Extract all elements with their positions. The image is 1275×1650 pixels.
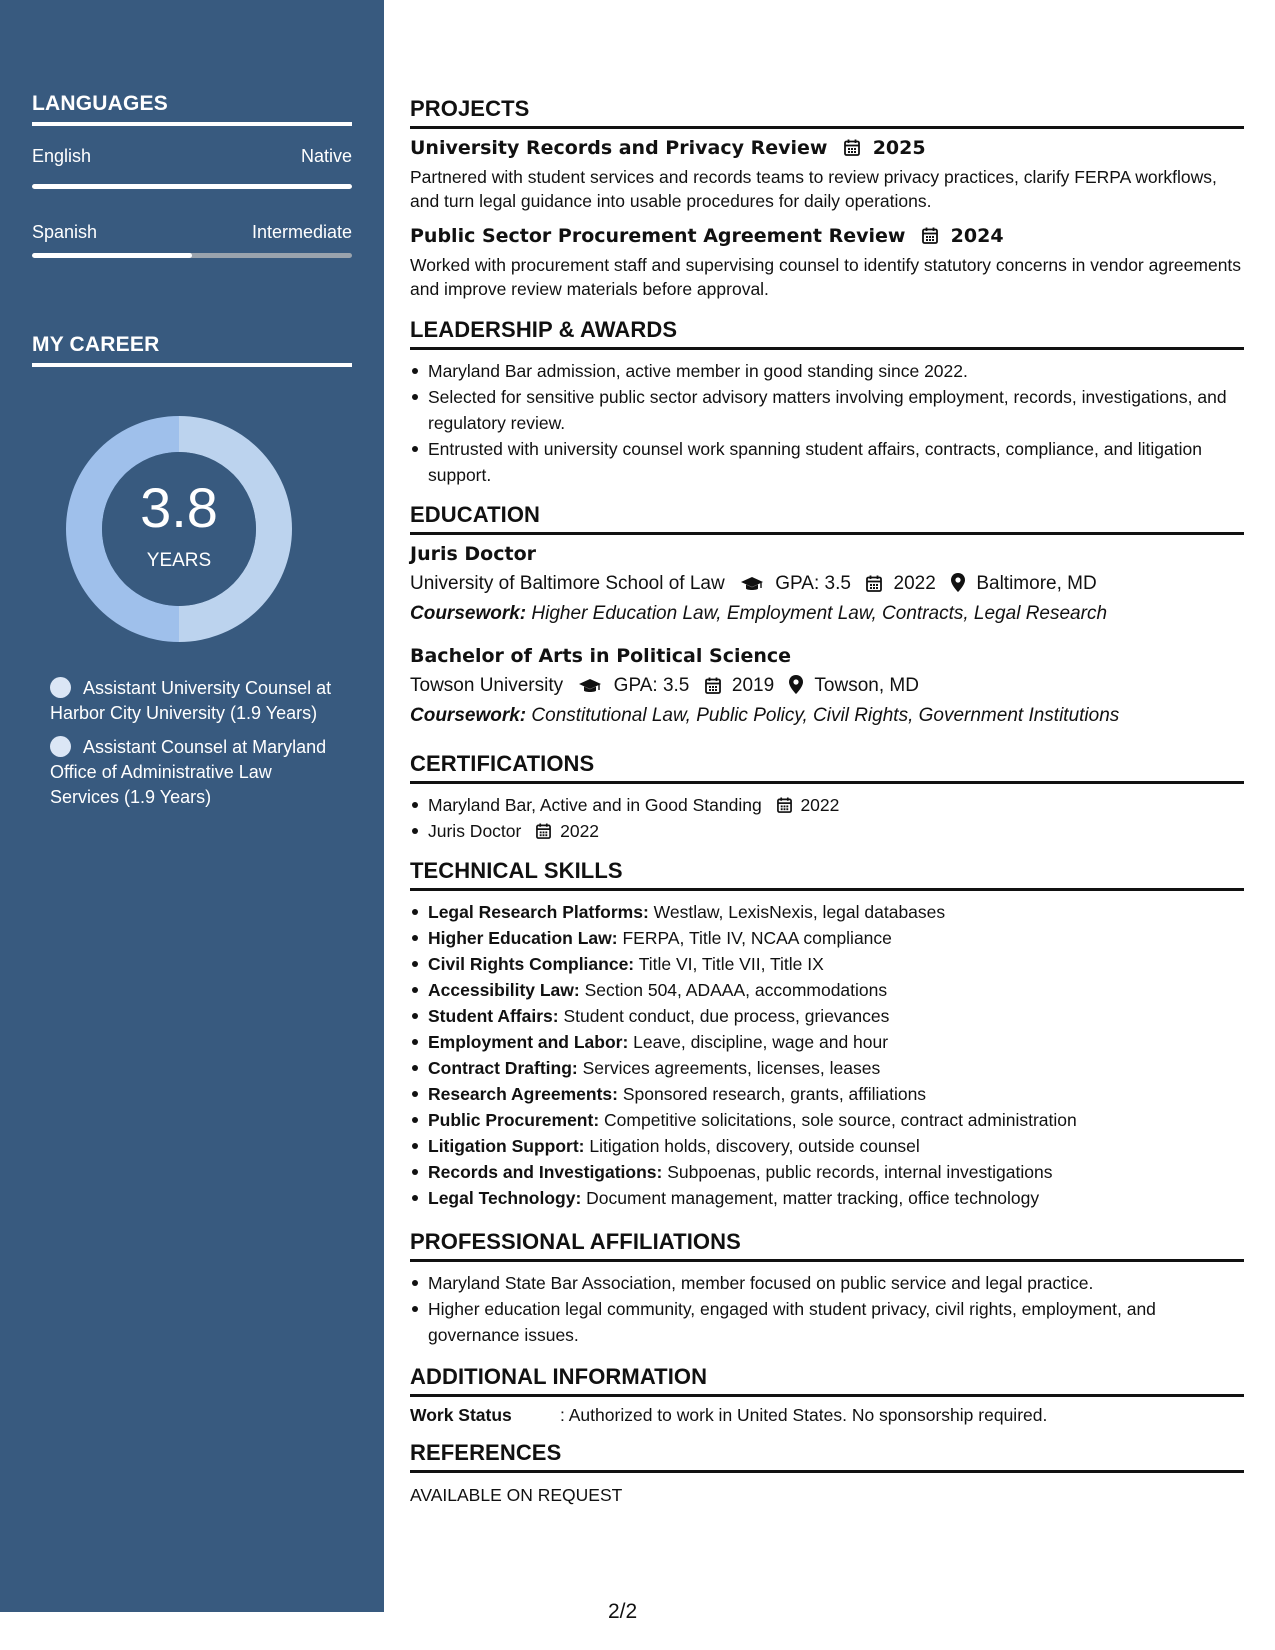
- graduation-cap-icon: [578, 678, 602, 694]
- map-pin-icon: [951, 573, 965, 592]
- skill-value: Section 504, ADAAA, accommodations: [584, 980, 888, 1000]
- affiliations-section: [410, 1229, 1244, 1348]
- project-year: 2024: [950, 225, 1004, 247]
- career-legend-label: Assistant University Counsel at Harbor City University (1.9 Years): [50, 678, 332, 723]
- skill-item: [410, 1081, 1244, 1107]
- project-title: [410, 225, 1244, 247]
- skill-label: Higher Education Law:: [428, 928, 618, 948]
- leadership-section: [410, 317, 1244, 488]
- project-description: Partnered with student services and records teams to review privacy practices, clarify FERPA workflows, and turn legal guidance into usable procedures for daily operations.: [410, 167, 1217, 211]
- legend-dot-icon: [50, 677, 71, 698]
- education-details: [410, 675, 1244, 697]
- graduation-cap-icon: [740, 576, 764, 592]
- section-title: PROFESSIONAL AFFILIATIONS: [410, 1229, 1244, 1262]
- skill-value: Title VI, Title VII, Title IX: [638, 954, 824, 974]
- calendar-icon: [705, 677, 721, 694]
- page-number: 2/2: [608, 1600, 638, 1623]
- skill-label: Student Affairs:: [428, 1006, 559, 1026]
- career-legend-item: [50, 676, 340, 726]
- calendar-icon: [922, 227, 938, 244]
- section-title: PROJECTS: [410, 96, 1244, 129]
- project-year: 2025: [872, 137, 926, 159]
- project-name: University Records and Privacy Review: [410, 137, 828, 159]
- education-item: [410, 645, 1244, 727]
- career-legend: [50, 676, 340, 819]
- work-status-label: Work Status: [410, 1405, 512, 1425]
- languages-heading: LANGUAGES: [32, 92, 352, 126]
- education-details: [410, 573, 1244, 595]
- education-year: 2019: [731, 675, 775, 696]
- skill-item: [410, 1133, 1244, 1159]
- language-row-english: [32, 146, 352, 167]
- work-status-value: : Authorized to work in United States. No sponsorship required.: [560, 1405, 1048, 1425]
- work-status-row: [410, 1405, 1244, 1426]
- coursework-value: Constitutional Law, Public Policy, Civil Rights, Government Institutions: [531, 705, 1120, 726]
- skill-value: Competitive solicitations, sole source, contract administration: [604, 1110, 1077, 1130]
- education-school: University of Baltimore School of Law: [410, 573, 725, 594]
- map-pin-icon: [789, 675, 803, 694]
- affiliations-list: [410, 1270, 1244, 1348]
- list-item: Maryland State Bar Association, member focused on public service and legal practice.: [410, 1270, 1244, 1296]
- additional-info-section: [410, 1364, 1244, 1426]
- list-item: Maryland Bar admission, active member in good standing since 2022.: [410, 358, 1244, 384]
- education-section: [410, 502, 1244, 727]
- education-coursework: [410, 705, 1244, 727]
- education-gpa: GPA: 3.5: [613, 675, 690, 696]
- certification-item: [410, 818, 1244, 844]
- language-bar-fill: [32, 184, 352, 189]
- section-title: ADDITIONAL INFORMATION: [410, 1364, 1244, 1397]
- calendar-icon: [866, 575, 882, 592]
- references-section: [410, 1440, 1244, 1506]
- education-year: 2022: [893, 573, 936, 594]
- calendar-icon: [777, 797, 792, 813]
- skill-item: [410, 1029, 1244, 1055]
- coursework-value: Higher Education Law, Employment Law, Contracts, Legal Research: [531, 603, 1108, 624]
- main-content: [410, 96, 1244, 1518]
- project-name: Public Sector Procurement Agreement Review: [410, 225, 906, 247]
- career-total-value: 3.8: [140, 476, 218, 539]
- language-name: English: [32, 146, 92, 166]
- language-level: Native: [300, 146, 352, 166]
- leadership-list: [410, 358, 1244, 488]
- sidebar: [0, 0, 384, 1612]
- certifications-list: [410, 792, 1244, 844]
- skills-list: [410, 899, 1244, 1211]
- skill-item: [410, 951, 1244, 977]
- skill-item: [410, 1159, 1244, 1185]
- career-legend-item: [50, 735, 340, 810]
- skill-label: Research Agreements:: [428, 1084, 618, 1104]
- skill-value: Subpoenas, public records, internal investigations: [667, 1162, 1053, 1182]
- skill-item: [410, 1107, 1244, 1133]
- certification-name: Juris Doctor: [428, 821, 522, 841]
- skill-label: Civil Rights Compliance:: [428, 954, 635, 974]
- list-item: Selected for sensitive public sector advisory matters involving employment, records, investigations, and regulatory review.: [410, 384, 1244, 436]
- skill-item: [410, 1055, 1244, 1081]
- language-bar-fill: [32, 253, 192, 258]
- certification-name: Maryland Bar, Active and in Good Standing: [428, 795, 762, 815]
- career-heading: MY CAREER: [32, 333, 352, 367]
- education-coursework: [410, 603, 1244, 625]
- skills-section: [410, 858, 1244, 1211]
- coursework-label: Coursework:: [410, 603, 527, 624]
- career-donut-chart: [66, 416, 292, 642]
- skill-item: [410, 977, 1244, 1003]
- certification-year: 2022: [560, 821, 600, 841]
- education-location: Towson, MD: [814, 675, 919, 696]
- skill-label: Legal Research Platforms:: [428, 902, 649, 922]
- skill-value: Services agreements, licenses, leases: [582, 1058, 881, 1078]
- certifications-section: [410, 751, 1244, 844]
- skill-label: Public Procurement:: [428, 1110, 600, 1130]
- project-description: Worked with procurement staff and supervising counsel to identify statutory concerns in vendor agreements and improve review materials before approval.: [410, 255, 1242, 299]
- skill-value: Leave, discipline, wage and hour: [633, 1032, 889, 1052]
- section-title: CERTIFICATIONS: [410, 751, 1244, 784]
- education-school: Towson University: [410, 675, 564, 696]
- skill-item: [410, 899, 1244, 925]
- career-total-unit: YEARS: [146, 550, 212, 571]
- list-item: Entrusted with university counsel work spanning student affairs, contracts, compliance, and litigation support.: [410, 436, 1244, 488]
- language-name: Spanish: [32, 222, 98, 242]
- skill-value: Student conduct, due process, grievances: [563, 1006, 890, 1026]
- skill-label: Contract Drafting:: [428, 1058, 578, 1078]
- certification-year: 2022: [800, 795, 840, 815]
- skill-label: Legal Technology:: [428, 1188, 582, 1208]
- education-gpa: GPA: 3.5: [775, 573, 851, 594]
- legend-dot-icon: [50, 736, 71, 757]
- skill-value: Litigation holds, discovery, outside counsel: [589, 1136, 920, 1156]
- education-degree: Bachelor of Arts in Political Science: [410, 645, 792, 667]
- language-bar-spanish: [32, 253, 352, 258]
- skill-label: Litigation Support:: [428, 1136, 585, 1156]
- career-legend-label: Assistant Counsel at Maryland Office of Administrative Law Services (1.9 Years): [50, 737, 327, 807]
- skill-item: [410, 925, 1244, 951]
- skill-item: [410, 1003, 1244, 1029]
- project-item: [410, 137, 1244, 213]
- education-degree: Juris Doctor: [410, 543, 536, 565]
- skill-label: Accessibility Law:: [428, 980, 580, 1000]
- skill-label: Employment and Labor:: [428, 1032, 629, 1052]
- skill-label: Records and Investigations:: [428, 1162, 663, 1182]
- list-item: Higher education legal community, engaged with student privacy, civil rights, employment, and governance issues.: [410, 1296, 1244, 1348]
- language-level: Intermediate: [251, 222, 352, 242]
- language-row-spanish: [32, 222, 352, 243]
- calendar-icon: [844, 139, 860, 156]
- project-title: [410, 137, 1244, 159]
- certification-item: [410, 792, 1244, 818]
- section-title: TECHNICAL SKILLS: [410, 858, 1244, 891]
- references-text: AVAILABLE ON REQUEST: [410, 1485, 623, 1505]
- project-item: [410, 225, 1244, 301]
- skill-value: Document management, matter tracking, office technology: [586, 1188, 1040, 1208]
- skill-value: Sponsored research, grants, affiliations: [622, 1084, 927, 1104]
- skill-value: FERPA, Title IV, NCAA compliance: [622, 928, 892, 948]
- language-bar-english: [32, 184, 352, 189]
- education-item: [410, 543, 1244, 625]
- section-title: LEADERSHIP & AWARDS: [410, 317, 1244, 350]
- section-title: REFERENCES: [410, 1440, 1244, 1473]
- education-location: Baltimore, MD: [976, 573, 1097, 594]
- skill-value: Westlaw, LexisNexis, legal databases: [653, 902, 946, 922]
- projects-section: [410, 96, 1244, 301]
- section-title: EDUCATION: [410, 502, 1244, 535]
- skill-item: [410, 1185, 1244, 1211]
- calendar-icon: [536, 823, 551, 839]
- coursework-label: Coursework:: [410, 705, 527, 726]
